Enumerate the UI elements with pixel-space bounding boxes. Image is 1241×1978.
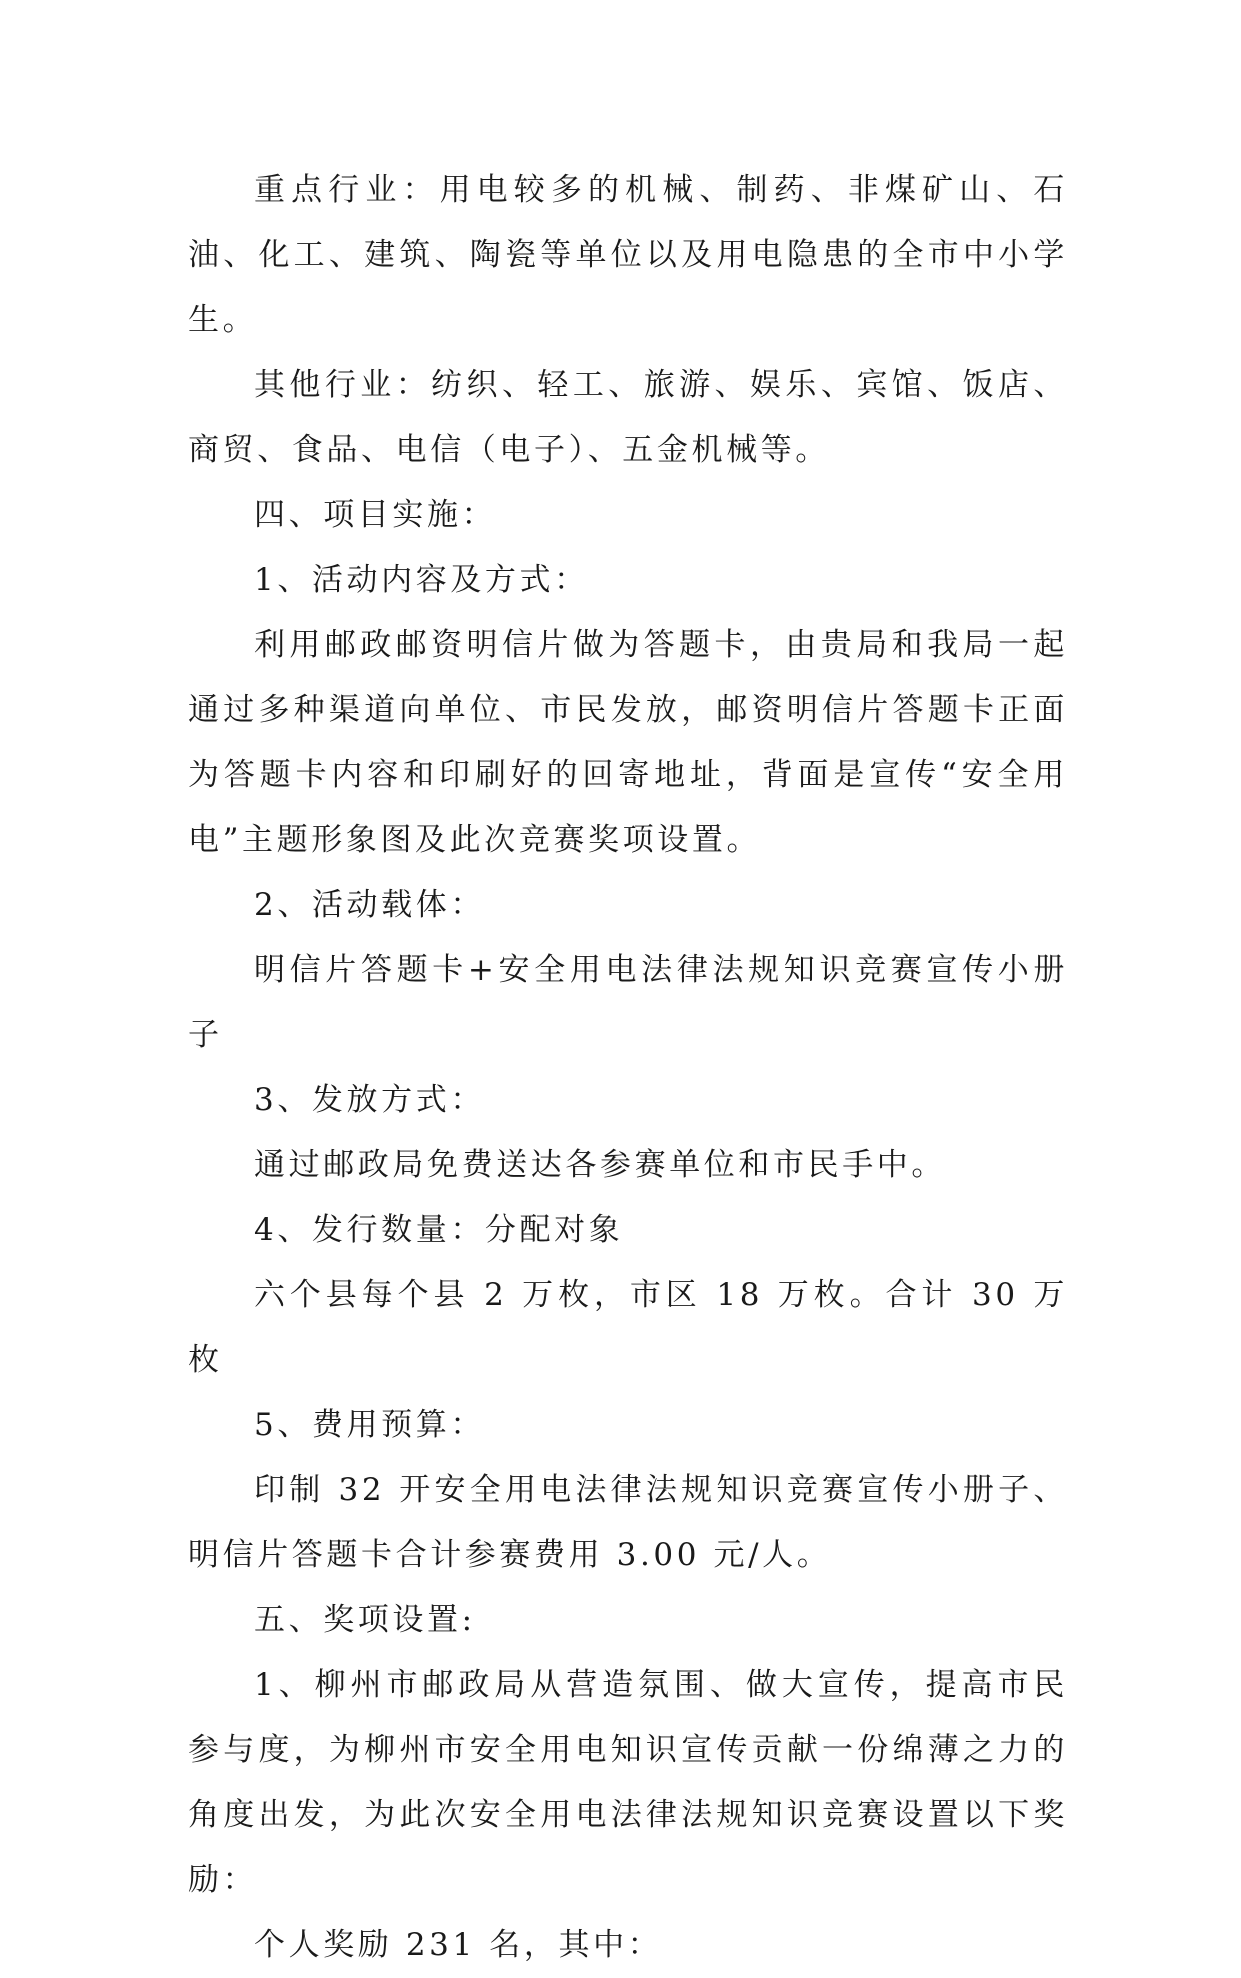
paragraph-issue-quantity: 六个县每个县 2 万枚，市区 18 万枚。合计 30 万枚 bbox=[188, 1277, 1068, 1378]
paragraph-key-industries: 重点行业：用电较多的机械、制药、非煤矿山、石油、化工、建筑、陶瓷等单位以及用电隐患的全市中小学生。 bbox=[188, 172, 1068, 338]
paragraph-distribution-method: 通过邮政局免费送达各参赛单位和市民手中。 bbox=[254, 1147, 946, 1183]
heading-distribution-method: 3、发放方式： bbox=[254, 1082, 485, 1118]
heading-project-implementation: 四、项目实施： bbox=[254, 497, 497, 533]
paragraph-awards: 1、柳州市邮政局从营造氛围、做大宣传，提高市民参与度，为柳州市安全用电知识宣传贡献一份绵薄之力的角度出发，为此次安全用电法律法规知识竞赛设置以下奖励： bbox=[188, 1667, 1068, 1898]
heading-activity-content: 1、活动内容及方式： bbox=[254, 562, 589, 598]
paragraph-other-industries: 其他行业：纺织、轻工、旅游、娱乐、宾馆、饭店、商贸、食品、电信（电子）、五金机械等。 bbox=[188, 367, 1068, 468]
document-body bbox=[188, 158, 1068, 1978]
paragraph-activity-content: 利用邮政邮资明信片做为答题卡，由贵局和我局一起通过多种渠道向单位、市民发放，邮资明信片答题卡正面为答题卡内容和印刷好的回寄地址，背面是宣传“安全用电”主题形象图及此次竞赛奖项设置。 bbox=[188, 627, 1068, 858]
heading-issue-quantity: 4、发行数量：分配对象 bbox=[254, 1212, 624, 1248]
paragraph-individual-awards: 个人奖励 231 名，其中： bbox=[254, 1927, 663, 1963]
paragraph-activity-carrier: 明信片答题卡+安全用电法律法规知识竞赛宣传小册子 bbox=[188, 952, 1068, 1053]
heading-awards: 五、奖项设置: bbox=[254, 1602, 476, 1638]
heading-budget: 5、费用预算： bbox=[254, 1407, 485, 1443]
paragraph-budget: 印制 32 开安全用电法律法规知识竞赛宣传小册子、明信片答题卡合计参赛费用 3.00 元/人。 bbox=[188, 1472, 1068, 1573]
heading-activity-carrier: 2、活动载体： bbox=[254, 887, 485, 923]
